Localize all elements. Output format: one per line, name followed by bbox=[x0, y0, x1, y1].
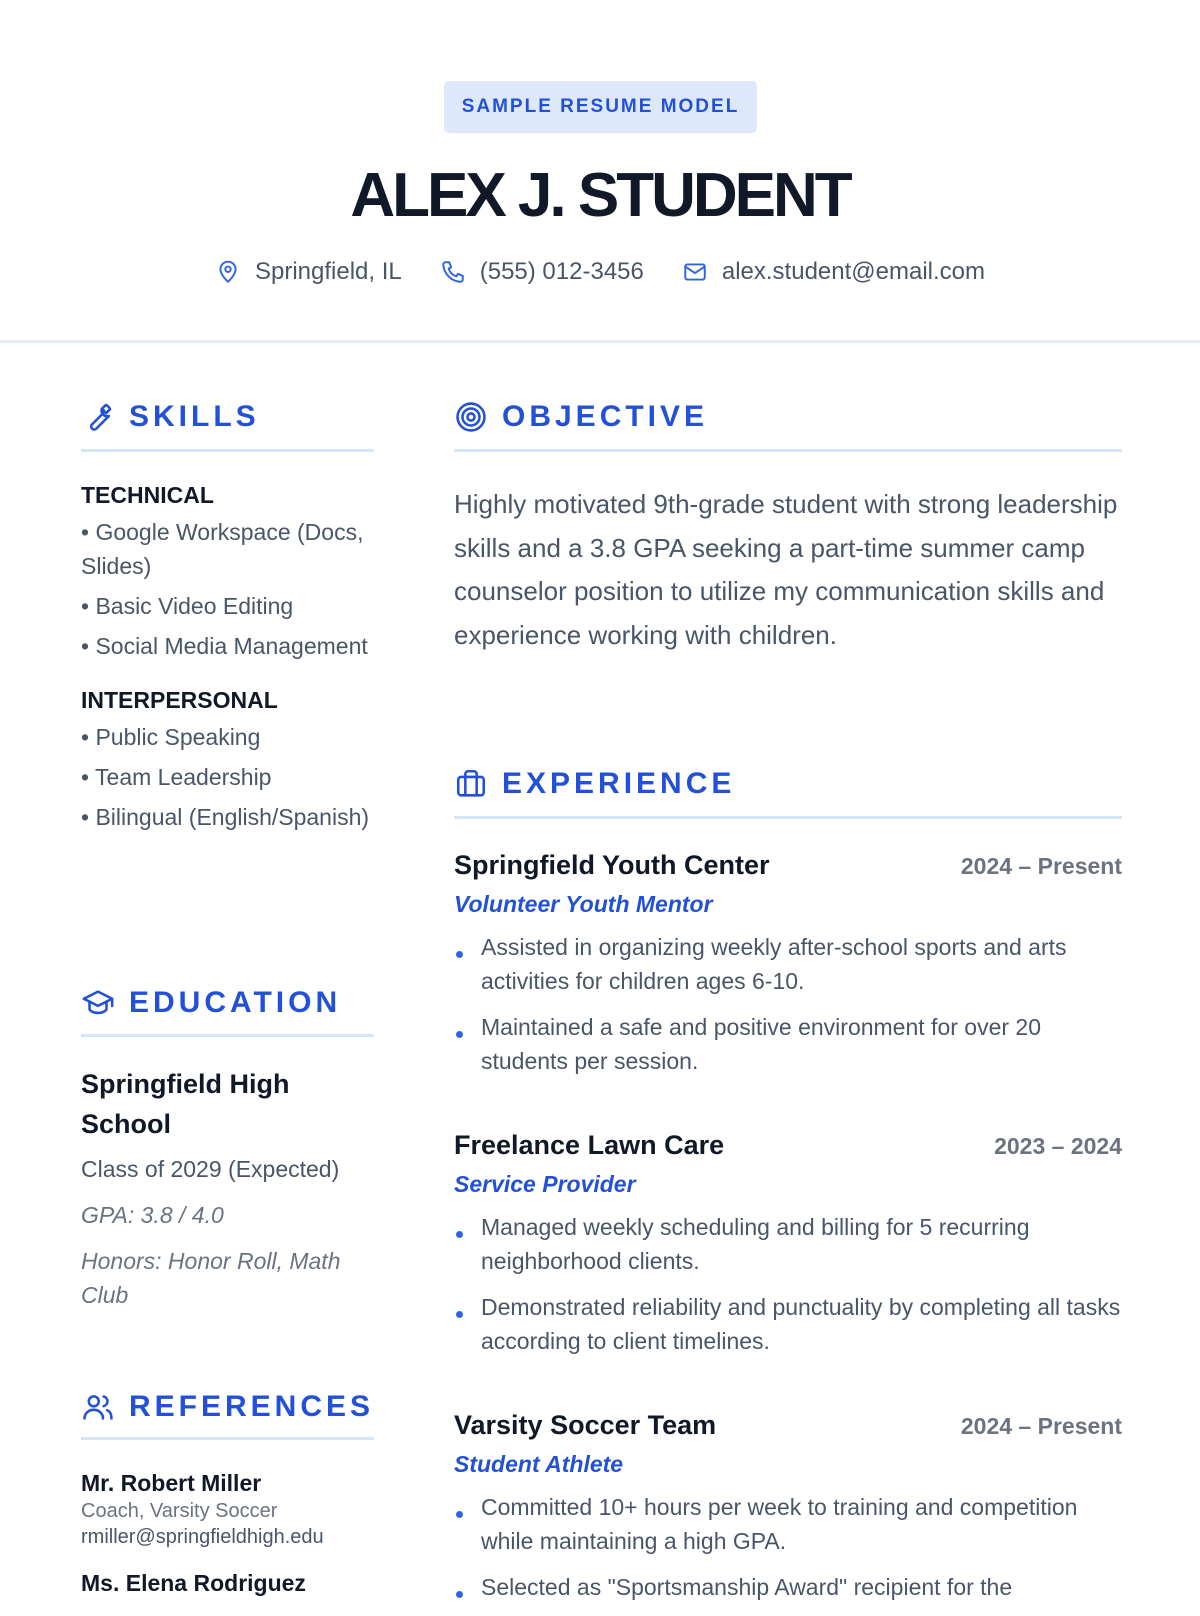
job-org: Varsity Soccer Team bbox=[454, 1410, 717, 1440]
phone-icon bbox=[440, 259, 466, 285]
target-icon bbox=[454, 400, 488, 434]
job-role: Service Provider bbox=[454, 1171, 636, 1197]
references-body bbox=[81, 1468, 376, 1598]
reference-email[interactable]: rmiller@springfieldhigh.edu bbox=[81, 1526, 324, 1548]
phone-text: (555) 012-3456 bbox=[479, 258, 644, 285]
references-title: REFERENCES bbox=[129, 1390, 375, 1423]
contact-location bbox=[215, 258, 402, 286]
skills-body bbox=[81, 482, 376, 834]
job-header bbox=[454, 1410, 1122, 1441]
job-bullet: Managed weekly scheduling and billing for 5 recurring neighborhood clients. bbox=[454, 1210, 1122, 1278]
objective-rule bbox=[454, 449, 1122, 452]
job-bullets bbox=[454, 1490, 1122, 1604]
job-entry bbox=[454, 850, 1122, 1090]
education-title: EDUCATION bbox=[129, 986, 342, 1019]
contact-email bbox=[682, 258, 985, 286]
contact-row bbox=[0, 252, 1200, 292]
objective-heading bbox=[454, 400, 708, 434]
briefcase-icon bbox=[454, 767, 488, 801]
experience-rule bbox=[454, 816, 1122, 819]
sample-badge: SAMPLE RESUME MODEL bbox=[444, 81, 757, 133]
honors: Honors: Honor Roll, Math Club bbox=[81, 1248, 341, 1308]
reference-name: Mr. Robert Miller bbox=[81, 1470, 262, 1496]
job-header bbox=[454, 850, 1122, 881]
job-dates: 2023 – 2024 bbox=[994, 1133, 1122, 1159]
job-bullet: Demonstrated reliability and punctuality by completing all tasks according to client timelines. bbox=[454, 1290, 1122, 1358]
job-header bbox=[454, 1130, 1122, 1161]
skills-rule bbox=[81, 449, 374, 452]
job-dates: 2024 – Present bbox=[960, 853, 1122, 879]
education-body bbox=[81, 1064, 376, 1312]
objective-title: OBJECTIVE bbox=[502, 400, 709, 433]
references-rule bbox=[81, 1437, 374, 1440]
job-entry bbox=[454, 1410, 1122, 1616]
gpa: GPA: 3.8 / 4.0 bbox=[81, 1202, 224, 1228]
resume-header bbox=[0, 0, 1200, 343]
job-bullets bbox=[454, 930, 1122, 1078]
job-org: Freelance Lawn Care bbox=[454, 1130, 725, 1160]
reference-role: Coach, Varsity Soccer bbox=[81, 1500, 278, 1522]
skill-item: • Team Leadership bbox=[81, 764, 272, 790]
skills-heading bbox=[81, 400, 260, 434]
header-divider bbox=[0, 340, 1200, 343]
job-role: Student Athlete bbox=[454, 1451, 624, 1477]
references-heading bbox=[81, 1390, 374, 1424]
job-bullet: Maintained a safe and positive environment for over 20 students per session. bbox=[454, 1010, 1122, 1078]
location-text: Springfield, IL bbox=[254, 258, 402, 285]
graduation-cap-icon bbox=[81, 986, 115, 1020]
skill-item: • Public Speaking bbox=[81, 724, 261, 750]
job-bullet: Selected as "Sportsmanship Award" recipient for the bbox=[454, 1570, 1122, 1604]
skill-item: • Bilingual (English/Spanish) bbox=[81, 804, 370, 830]
contact-phone bbox=[440, 258, 644, 286]
job-bullet: Committed 10+ hours per week to training and competition while maintaining a high GPA. bbox=[454, 1490, 1122, 1558]
technical-heading: TECHNICAL bbox=[81, 482, 214, 508]
job-entry bbox=[454, 1130, 1122, 1370]
job-org: Springfield Youth Center bbox=[454, 850, 770, 880]
education-rule bbox=[81, 1034, 374, 1037]
mail-icon bbox=[682, 259, 708, 285]
job-dates: 2024 – Present bbox=[960, 1413, 1122, 1439]
experience-heading bbox=[454, 767, 735, 801]
experience-title: EXPERIENCE bbox=[502, 767, 736, 800]
job-role: Volunteer Youth Mentor bbox=[454, 891, 713, 917]
reference-name: Ms. Elena Rodriguez bbox=[81, 1570, 306, 1596]
school-name: Springfield High School bbox=[81, 1069, 290, 1139]
email-text[interactable]: alex.student@email.com bbox=[721, 258, 986, 285]
users-icon bbox=[81, 1390, 115, 1424]
wrench-icon bbox=[81, 400, 115, 434]
job-bullets bbox=[454, 1210, 1122, 1358]
class-year: Class of 2029 (Expected) bbox=[81, 1156, 340, 1182]
map-pin-icon bbox=[215, 259, 241, 285]
skill-item: • Social Media Management bbox=[81, 633, 368, 659]
interpersonal-heading: INTERPERSONAL bbox=[81, 687, 278, 713]
skill-item: • Basic Video Editing bbox=[81, 593, 294, 619]
education-heading bbox=[81, 986, 341, 1020]
skill-item: • Google Workspace (Docs, Slides) bbox=[81, 519, 364, 579]
skills-title: SKILLS bbox=[129, 400, 260, 433]
job-bullet: Assisted in organizing weekly after-school sports and arts activities for children ages 6-10. bbox=[454, 930, 1122, 998]
candidate-name: ALEX J. STUDENT bbox=[350, 161, 850, 230]
objective-text: Highly motivated 9th-grade student with strong leadership skills and a 3.8 GPA seeking a part-time summer camp counselor position to utilize my communication skills and experience working with children. bbox=[454, 489, 1118, 650]
